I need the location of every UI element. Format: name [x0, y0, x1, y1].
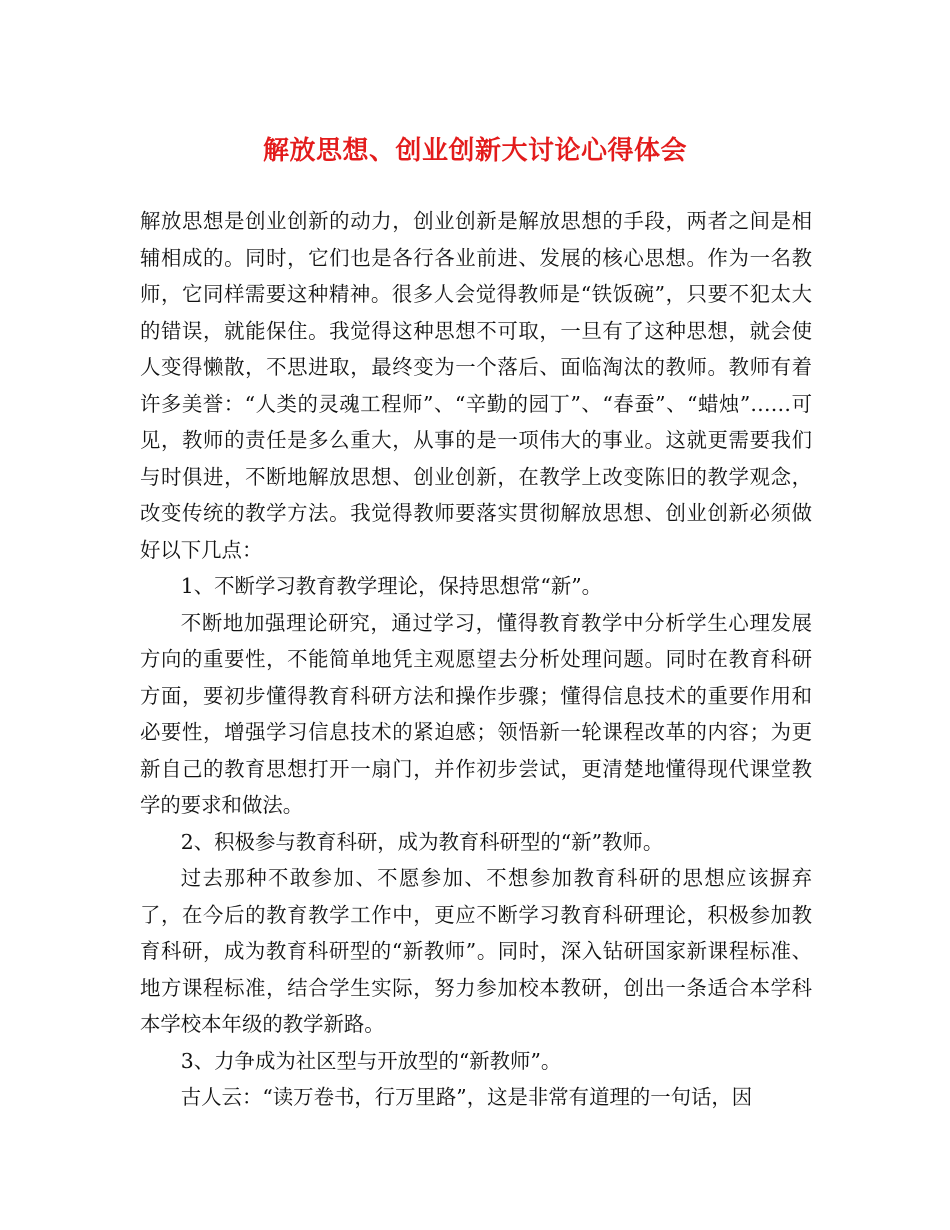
paragraph-section-1: 不断地加强理论研究，通过学习，懂得教育教学中分析学生心理发展方向的重要性，不能简单地凭主观愿望去分析处理问题。同时在教育科研方面，要初步懂得教育科研方法和操作步骤；懂得信息技术的重要作用和必要性，增强学习信息技术的紧迫感；领悟新一轮课程改革的内容；为更新自己的教育思想打开一扇门，并作初步尝试，更清楚地懂得现代课堂教学的要求和做法。: [140, 610, 812, 817]
document-title: 解放思想、创业创新大讨论心得体会: [262, 136, 687, 166]
document-body: [140, 203, 812, 1116]
section-heading-3: 3、力争成为社区型与开放型的“新教师”。: [180, 1048, 562, 1073]
paragraph-section-3: 古人云：“读万卷书，行万里路”，这是非常有道理的一句话，因: [180, 1085, 753, 1109]
paragraph-section-2: 过去那种不敢参加、不愿参加、不想参加教育科研的思想应该摒弃了，在今后的教育教学工作中，更应不断学习教育科研理论，积极参加教育科研，成为教育科研型的“新教师”。同时，深入钻研国家新课程标准、地方课程标准，结合学生实际，努力参加校本教研，创出一条适合本学科本学校本年级的教学新路。: [140, 866, 812, 1036]
section-heading-2: 2、积极参与教育科研，成为教育科研型的“新”教师。: [180, 829, 664, 854]
section-heading-1: 1、不断学习教育教学理论，保持思想常“新”。: [180, 574, 603, 598]
paragraph-intro: 解放思想是创业创新的动力，创业创新是解放思想的手段，两者之间是相辅相成的。同时，它们也是各行各业前进、发展的核心思想。作为一名教师，它同样需要这种精神。很多人会觉得教师是“铁饭碗”，只要不犯太大的错误，就能保住。我觉得这种思想不可取，一旦有了这种思想，就会使人变得懒散，不思进取，最终变为一个落后、面临淘汰的教师。教师有着许多美誉：“人类的灵魂工程师”、“辛勤的园丁”、“春蚕”、“蜡烛”……可见，教师的责任是多么重大，从事的是一项伟大的事业。这就更需要我们与时俱进，不断地解放思想、创业创新，在教学上改变陈旧的教学观念，改变传统的教学方法。我觉得教师要落实贯彻解放思想、创业创新必须做好以下几点：: [140, 209, 812, 562]
